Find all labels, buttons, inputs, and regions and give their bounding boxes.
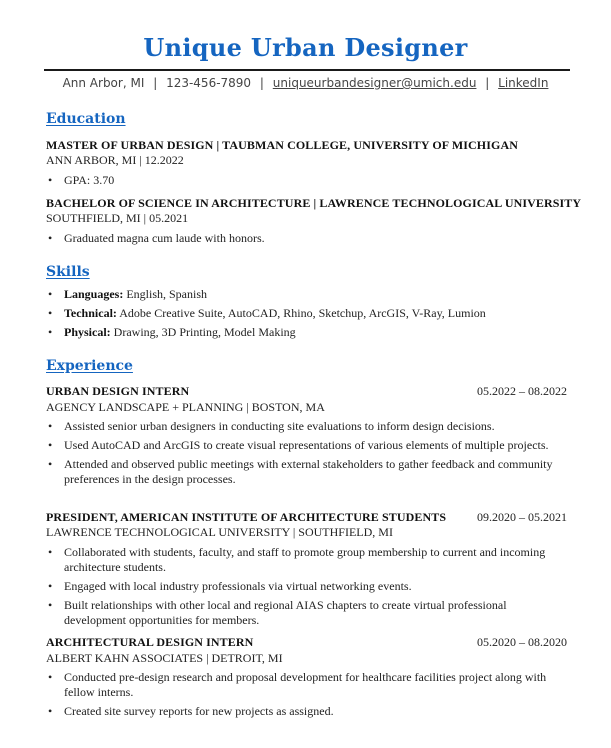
skill-item	[46, 306, 568, 321]
contact-linkedin-link[interactable]: LinkedIn	[498, 76, 549, 90]
contact-phone: 123-456-7890	[166, 76, 252, 90]
job-title: URBAN DESIGN INTERN	[46, 384, 190, 398]
skill-label: Technical:	[64, 306, 117, 320]
job-dates: 09.2020 – 05.2021	[477, 510, 567, 524]
list-item: • Built relationships with other local and regional AIAS chapters to create virtual professional development opportunities for members.	[46, 598, 568, 628]
skill-label: Physical:	[64, 325, 111, 339]
job-title: ARCHITECTURAL DESIGN INTERN	[46, 635, 254, 649]
job-bullets	[46, 670, 568, 723]
contact-line	[0, 76, 611, 90]
education-entry-sub: ANN ARBOR, MI | 12.2022	[46, 153, 184, 167]
list-item: • GPA: 3.70	[46, 173, 568, 188]
list-item: • Collaborated with students, faculty, and staff to promote group membership to current and incoming architecture students.	[46, 545, 568, 575]
skill-item	[46, 325, 568, 340]
list-item: • Attended and observed public meetings with external stakeholders to gather feedback and community preferences in the design processes.	[46, 457, 568, 487]
education-entry-sub: SOUTHFIELD, MI | 05.2021	[46, 211, 189, 225]
list-item: • Graduated magna cum laude with honors.	[46, 231, 568, 246]
job-title: PRESIDENT, AMERICAN INSTITUTE OF ARCHITECTURE STUDENTS	[46, 510, 447, 524]
contact-separator: |	[485, 76, 490, 90]
job-bullets	[46, 545, 568, 632]
skill-label: Languages:	[64, 287, 124, 301]
contact-separator: |	[259, 76, 264, 90]
job-dates: 05.2020 – 08.2020	[477, 635, 567, 649]
contact-location: Ann Arbor, MI	[62, 76, 145, 90]
skill-item	[46, 287, 568, 302]
skill-value: Adobe Creative Suite, AutoCAD, Rhino, Sketchup, ArcGIS, V-Ray, Lumion	[119, 306, 486, 320]
section-title-experience: Experience	[46, 358, 133, 374]
job-employer: LAWRENCE TECHNOLOGICAL UNIVERSITY | SOUTHFIELD, MI	[46, 525, 393, 539]
education-bullets	[46, 173, 568, 192]
skill-value: Drawing, 3D Printing, Model Making	[113, 325, 296, 339]
job-bullets	[46, 419, 568, 491]
education-entry-heading: BACHELOR OF SCIENCE IN ARCHITECTURE | LAWRENCE TECHNOLOGICAL UNIVERSITY	[46, 196, 582, 210]
resume-name: Unique Urban Designer	[143, 33, 468, 62]
section-title-education: Education	[46, 111, 126, 127]
contact-email-link[interactable]: uniqueurbandesigner@umich.edu	[272, 76, 477, 90]
job-employer: AGENCY LANDSCAPE + PLANNING | BOSTON, MA	[46, 400, 325, 414]
section-title-skills: Skills	[46, 264, 90, 280]
list-item: • Assisted senior urban designers in conducting site evaluations to inform design decisions.	[46, 419, 568, 434]
education-entry-heading: MASTER OF URBAN DESIGN | TAUBMAN COLLEGE, UNIVERSITY OF MICHIGAN	[46, 138, 518, 152]
job-dates: 05.2022 – 08.2022	[477, 384, 567, 398]
list-item: • Created site survey reports for new projects as assigned.	[46, 704, 568, 719]
skills-list	[46, 287, 568, 344]
job-employer: ALBERT KAHN ASSOCIATES | DETROIT, MI	[46, 651, 283, 665]
education-bullets	[46, 231, 568, 250]
contact-separator: |	[153, 76, 158, 90]
skill-value: English, Spanish	[126, 287, 208, 301]
list-item: • Used AutoCAD and ArcGIS to create visual representations of various elements of multiple projects.	[46, 438, 568, 453]
list-item: • Engaged with local industry professionals via virtual networking events.	[46, 579, 568, 594]
list-item: • Conducted pre-design research and proposal development for healthcare facilities project along with fellow interns.	[46, 670, 568, 700]
header-divider	[44, 69, 570, 71]
